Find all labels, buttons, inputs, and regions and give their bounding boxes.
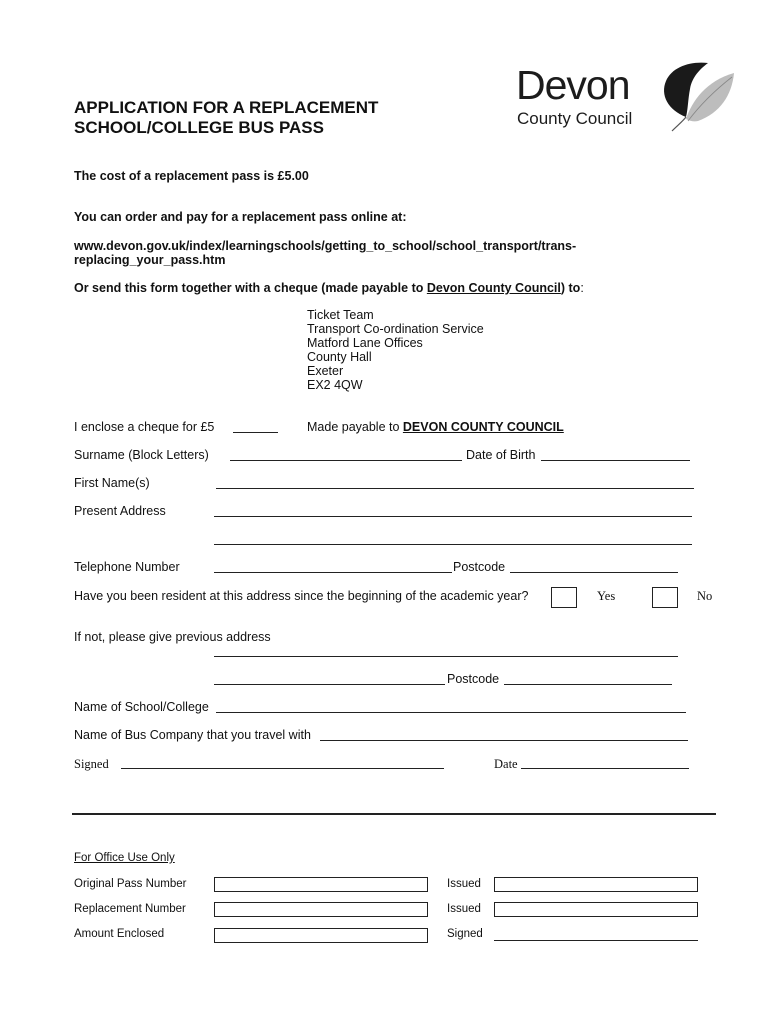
resident-question: Have you been resident at this address since the beginning of the academic year? xyxy=(74,589,529,603)
cheque-payee: Devon County Council xyxy=(426,281,561,295)
url-line2[interactable]: replacing_your_pass.htm xyxy=(74,253,226,267)
first-name-label: First Name(s) xyxy=(74,476,150,490)
issued2-label: Issued xyxy=(447,903,481,915)
made-payable-text xyxy=(307,420,564,434)
address-line: Exeter xyxy=(307,364,344,378)
postcode-label: Postcode xyxy=(453,560,506,574)
replacement-field[interactable] xyxy=(214,902,428,917)
made-payable-name: DEVON COUNTY COUNCIL xyxy=(402,420,564,434)
bus-company-field[interactable] xyxy=(320,740,688,741)
cheque-prefix: Or send this form together with a cheque (made payable to xyxy=(74,281,427,295)
yes-label: Yes xyxy=(597,589,616,603)
section-divider xyxy=(72,813,716,815)
office-signed-label: Signed xyxy=(447,928,483,940)
cost-text: The cost of a replacement pass is £5.00 xyxy=(74,169,309,183)
amount-field[interactable] xyxy=(214,928,428,943)
made-payable-label: Made payable to xyxy=(307,420,403,434)
form-title-line1: APPLICATION FOR A REPLACEMENT xyxy=(74,98,379,117)
url-line1[interactable]: www.devon.gov.uk/index/learningschools/getting_to_school/school_transport/trans- xyxy=(74,239,577,253)
address-line: County Hall xyxy=(307,350,372,364)
address-line: Transport Co-ordination Service xyxy=(307,322,484,336)
logo-devon-text: Devon xyxy=(516,62,630,108)
signed-field[interactable] xyxy=(121,768,444,769)
original-pass-field[interactable] xyxy=(214,877,428,892)
date-field[interactable] xyxy=(521,768,689,769)
issued1-field[interactable] xyxy=(494,877,698,892)
previous-address-field-1[interactable] xyxy=(214,656,678,657)
postcode-field[interactable] xyxy=(510,572,678,573)
enclose-label: I enclose a cheque for £5 xyxy=(74,420,215,434)
no-checkbox[interactable] xyxy=(652,587,678,608)
postcode2-label: Postcode xyxy=(447,672,500,686)
online-text: You can order and pay for a replacement pass online at: xyxy=(74,210,407,224)
telephone-field[interactable] xyxy=(214,572,452,573)
previous-address-label: If not, please give previous address xyxy=(74,630,271,644)
telephone-label: Telephone Number xyxy=(74,560,180,574)
date-label: Date xyxy=(494,757,518,771)
cheque-suffix: ) to xyxy=(560,281,581,295)
school-label: Name of School/College xyxy=(74,700,209,714)
office-signed-field[interactable] xyxy=(494,940,698,941)
issued2-field[interactable] xyxy=(494,902,698,917)
yes-checkbox[interactable] xyxy=(551,587,577,608)
office-heading: For Office Use Only xyxy=(74,852,175,864)
present-address-field-2[interactable] xyxy=(214,544,692,545)
present-address-field-1[interactable] xyxy=(214,516,692,517)
cheque-colon: : xyxy=(580,281,584,295)
address-line: Ticket Team xyxy=(307,308,374,322)
address-line: EX2 4QW xyxy=(307,378,363,392)
leaf-icon xyxy=(628,55,738,135)
dob-label: Date of Birth xyxy=(466,448,536,462)
logo-county-council-text: County Council xyxy=(517,109,633,128)
no-label: No xyxy=(697,589,713,603)
form-title-line2: SCHOOL/COLLEGE BUS PASS xyxy=(74,118,324,137)
cheque-amount-field[interactable] xyxy=(233,432,278,433)
first-name-field[interactable] xyxy=(216,488,694,489)
previous-address-field-2[interactable] xyxy=(214,684,445,685)
amount-label: Amount Enclosed xyxy=(74,928,165,940)
dob-field[interactable] xyxy=(541,460,690,461)
signed-label: Signed xyxy=(74,757,109,771)
address-line: Matford Lane Offices xyxy=(307,336,423,350)
surname-field[interactable] xyxy=(230,460,462,461)
postal-address xyxy=(307,308,484,392)
surname-label: Surname (Block Letters) xyxy=(74,448,209,462)
replacement-label: Replacement Number xyxy=(74,903,186,915)
bus-company-label: Name of Bus Company that you travel with xyxy=(74,728,311,742)
issued1-label: Issued xyxy=(447,878,481,890)
cheque-instruction xyxy=(74,281,584,295)
school-field[interactable] xyxy=(216,712,686,713)
postcode2-field[interactable] xyxy=(504,684,672,685)
present-address-label: Present Address xyxy=(74,504,166,518)
original-pass-label: Original Pass Number xyxy=(74,878,187,890)
